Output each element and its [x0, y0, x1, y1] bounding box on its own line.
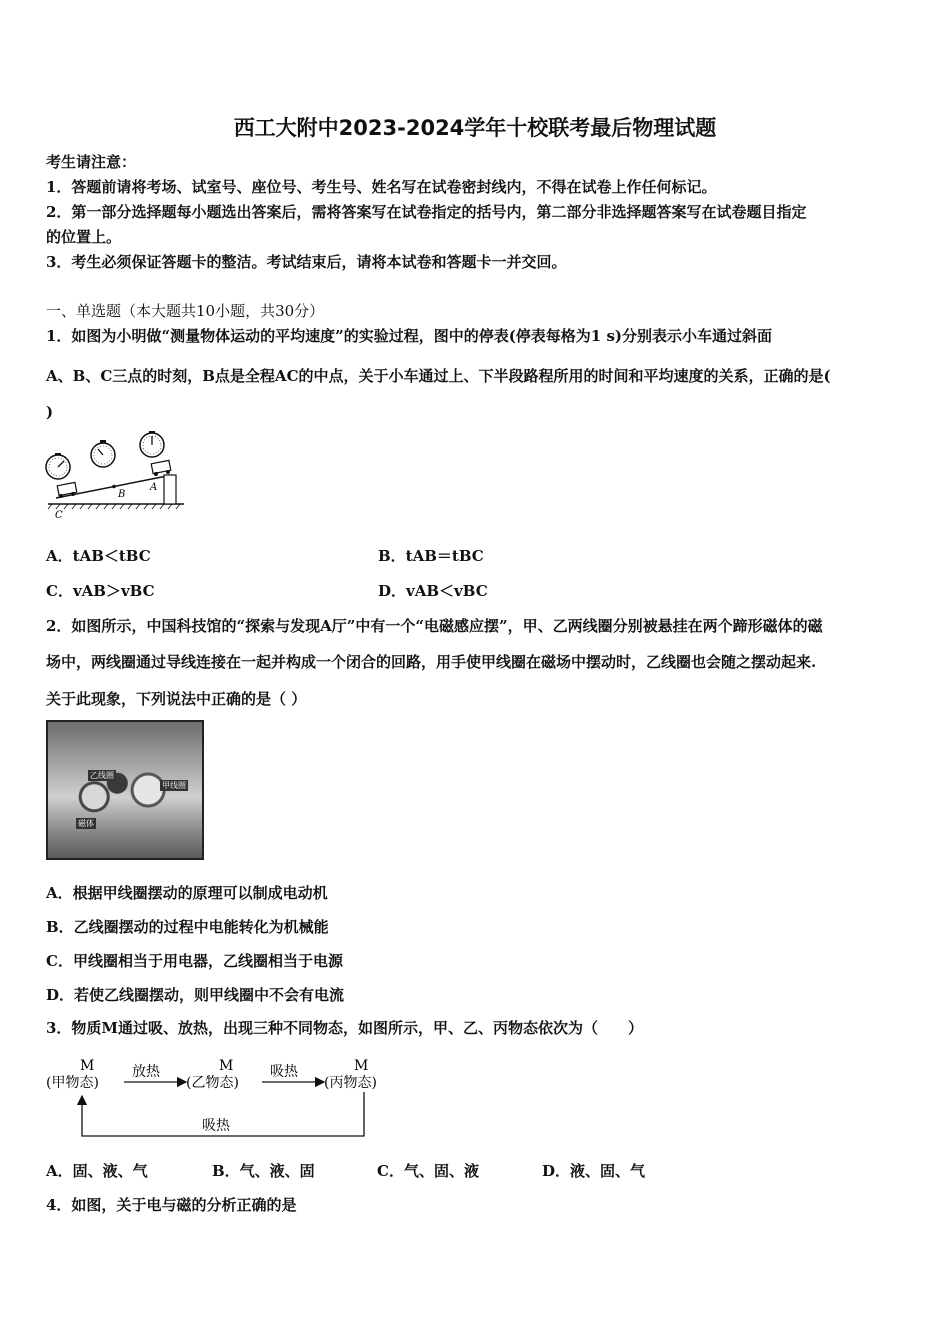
notice-item-3: 3．考生必须保证答题卡的整洁。考试结束后，请将本试卷和答题卡一并交回。 — [46, 253, 567, 271]
q2-stem-line1: 2．如图所示，中国科技馆的“探索与发现A厅”中有一个“电磁感应摆”，甲、乙两线圈分别被悬挂在两个蹄形磁体的磁 — [46, 617, 823, 635]
notice-item-2-cont: 的位置上。 — [46, 228, 122, 246]
photo-label-yi: 乙线圈 — [90, 771, 114, 780]
q3-option-c: C．气、固、液 — [377, 1162, 479, 1180]
arrow-label-xire-1: 吸热 — [270, 1064, 298, 1080]
q3-state-diagram — [44, 1050, 404, 1142]
stopwatch-a-icon — [140, 431, 164, 457]
q3-option-d: D．液、固、气 — [542, 1162, 646, 1180]
q1-option-b: B．tAB＝tBC — [378, 547, 484, 565]
q1-option-d: D．vAB＜vBC — [378, 582, 488, 600]
q1-stem-line3: ) — [46, 403, 54, 421]
m-label-1: M — [80, 1058, 95, 1074]
point-c-label: C — [55, 510, 63, 521]
q2-stem-line2: 场中，两线圈通过导线连接在一起并构成一个闭合的回路，用手使甲线圈在磁场中摆动时，乙线圈也会随之摆动起来. — [46, 653, 817, 671]
q2-option-b: B．乙线圈摆动的过程中电能转化为机械能 — [46, 918, 329, 936]
car-top-icon — [151, 460, 171, 476]
q1-option-c: C．vAB＞vBC — [46, 582, 155, 600]
q1-incline-figure — [42, 428, 192, 522]
page-title: 西工大附中2023-2024学年十校联考最后物理试题 — [233, 116, 717, 140]
q2-exhibit-photo — [46, 720, 204, 860]
q2-option-d: D．若使乙线圈摆动，则甲线圈中不会有电流 — [46, 986, 345, 1004]
arrow-label-xire-2: 吸热 — [202, 1118, 230, 1134]
q3-option-a: A．固、液、气 — [46, 1162, 148, 1180]
stopwatch-b-icon — [91, 440, 115, 467]
m-label-3: M — [354, 1058, 369, 1074]
q3-option-b: B．气、液、固 — [212, 1162, 315, 1180]
q1-stem-line2: A、B、C三点的时刻，B点是全程AC的中点，关于小车通过上、下半段路程所用的时间和平均速度的关系，正确的是( — [46, 367, 831, 385]
q2-option-a: A．根据甲线圈摆动的原理可以制成电动机 — [46, 884, 328, 902]
point-a-label: A — [150, 482, 158, 493]
m-label-2: M — [219, 1058, 234, 1074]
q4-stem: 4．如图，关于电与磁的分析正确的是 — [46, 1196, 297, 1214]
notice-item-2: 2．第一部分选择题每小题选出答案后，需将答案写在试卷指定的括号内，第二部分非选择题答案写在试卷题目指定 — [46, 203, 807, 221]
q2-stem-line3: 关于此现象，下列说法中正确的是（ ） — [46, 690, 307, 708]
photo-label-magnet: 磁体 — [78, 819, 94, 828]
q1-stem-line1: 1．如图为小明做“测量物体运动的平均速度”的实验过程，图中的停表(停表每格为1 s)分别表示小车通过斜面 — [46, 327, 772, 345]
notice-heading: 考生请注意： — [46, 153, 137, 171]
state-jia: (甲物态) — [46, 1075, 99, 1091]
q2-option-c: C．甲线圈相当于用电器，乙线圈相当于电源 — [46, 952, 343, 970]
state-yi: (乙物态) — [186, 1075, 239, 1091]
stopwatch-c-icon — [46, 453, 70, 479]
point-b-label: B — [118, 489, 126, 500]
q3-stem: 3．物质M通过吸、放热，出现三种不同物态，如图所示，甲、乙、丙物态依次为（ ） — [46, 1019, 644, 1037]
arrow-label-fangre: 放热 — [132, 1064, 160, 1080]
notice-item-1: 1．答题前请将考场、试室号、座位号、考生号、姓名写在试卷密封线内，不得在试卷上作任何标记。 — [46, 178, 717, 196]
photo-label-jia: 甲线圈 — [162, 781, 186, 790]
state-bing: (丙物态) — [324, 1075, 377, 1091]
q1-option-a: A．tAB＜tBC — [46, 547, 151, 565]
section-heading: 一、单选题（本大题共10小题，共30分） — [46, 302, 325, 320]
